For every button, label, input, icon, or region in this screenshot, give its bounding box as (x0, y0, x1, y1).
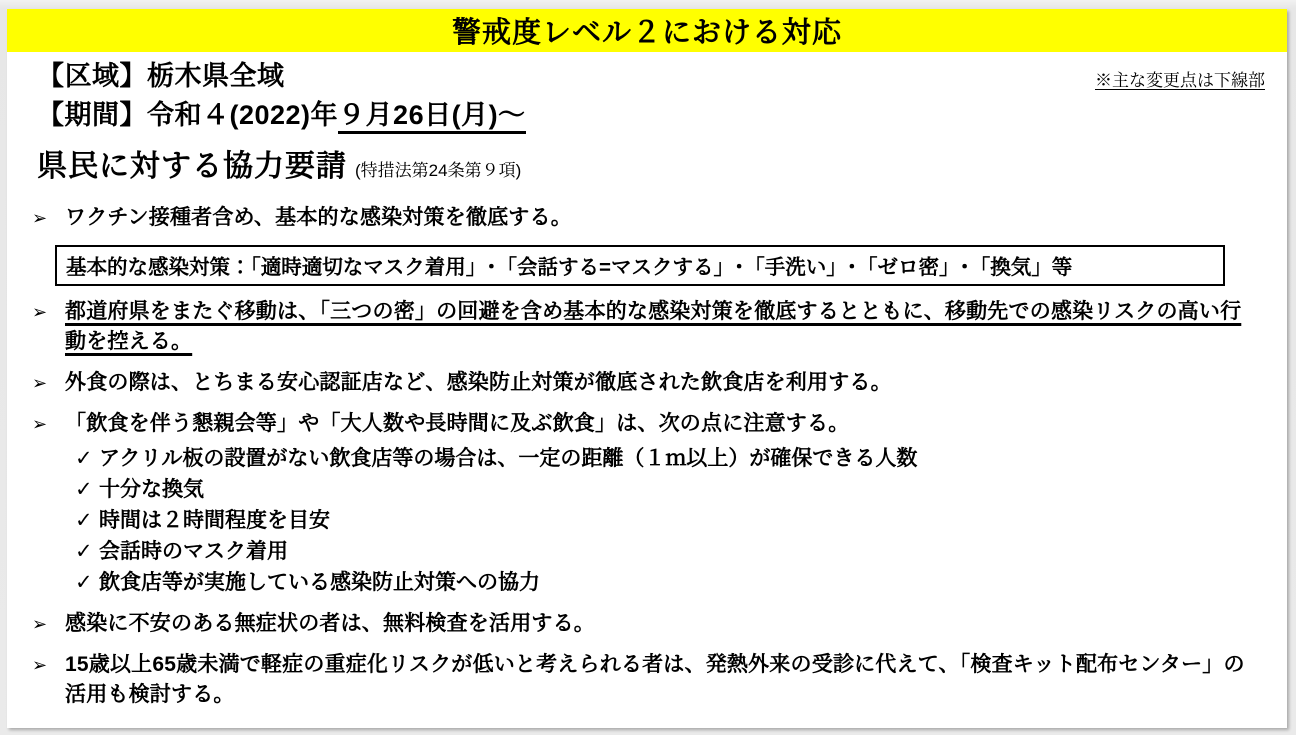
checklist-item (75, 536, 1261, 567)
checkmark-icon: ✓ (75, 509, 93, 532)
checklist-item-text: 飲食店等が実施している感染防止対策への協力 (99, 571, 540, 594)
period-date-underlined: ９月26日(月)～ (338, 100, 526, 134)
checklist-item-text: アクリル板の設置がない飲食店等の場合は、一定の距離（１ｍ以上）が確保できる人数 (99, 447, 918, 470)
period-line (37, 96, 1261, 135)
period-prefix: 令和４(2022)年 (147, 100, 339, 130)
arrow-bullet-icon: ➢ (32, 655, 48, 675)
checklist-item-text: 会話時のマスク着用 (99, 540, 288, 563)
bullet-gatherings (29, 409, 1261, 439)
bullet-text: 外食の際は、とちまる安心認証店など、感染防止対策が徹底された飲食店を利用する。 (65, 371, 892, 394)
section-law-reference: (特措法第24条第９項) (355, 161, 522, 180)
checkmark-icon: ✓ (75, 447, 93, 470)
period-label: 【期間】 (37, 100, 147, 130)
bullet-text: 「飲食を伴う懇親会等」や「大人数や長時間に及ぶ飲食」は、次の点に注意する。 (65, 412, 850, 435)
checklist-item (75, 567, 1261, 598)
area-value: 栃木県全域 (147, 61, 285, 91)
area-label: 【区域】 (37, 61, 147, 91)
bullet-basic-measures (29, 203, 1261, 233)
area-line (37, 57, 1261, 96)
bullet-text: 都道府県をまたぐ移動は、「三つの密」の回避を含め基本的な感染対策を徹底するとともに、移動先での感染リスクの高い行動を控える。 (65, 300, 1242, 353)
checklist-item-text: 時間は２時間程度を目安 (99, 509, 330, 532)
page-title: 警戒度レベル２における対応 (451, 17, 842, 49)
arrow-bullet-icon: ➢ (32, 302, 48, 322)
checklist-item-text: 十分な換気 (99, 478, 204, 501)
bullet-test-kit-center (29, 650, 1261, 710)
slide-page (7, 9, 1287, 728)
gatherings-checklist (75, 443, 1261, 598)
arrow-bullet-icon: ➢ (32, 208, 48, 228)
section-title: 県民に対する協力要請 (37, 150, 347, 183)
bullet-dining-out (29, 368, 1261, 398)
basic-measures-box-text: 基本的な感染対策：「適時適切なマスク着用」･「会話する=マスクする」･「手洗い」･「ゼロ密」･「換気」等 (66, 256, 1073, 279)
checkmark-icon: ✓ (75, 571, 93, 594)
checkmark-icon: ✓ (75, 540, 93, 563)
bullet-free-testing (29, 609, 1261, 639)
arrow-bullet-icon: ➢ (32, 614, 48, 634)
bullet-text: 感染に不安のある無症状の者は、無料検査を活用する。 (65, 612, 595, 635)
title-bar (7, 9, 1287, 52)
checkmark-icon: ✓ (75, 478, 93, 501)
bullet-cross-prefecture-travel (29, 297, 1261, 357)
arrow-bullet-icon: ➢ (32, 414, 48, 434)
checklist-item (75, 443, 1261, 474)
bullet-text: 15歳以上65歳未満で軽症の重症化リスクが低いと考えられる者は、発熱外来の受診に代えて、「検査キット配布センター」の活用も検討する。 (65, 653, 1245, 706)
arrow-bullet-icon: ➢ (32, 373, 48, 393)
basic-measures-box (55, 245, 1225, 286)
checklist-item (75, 505, 1261, 536)
revision-note: ※主な変更点は下線部 (1095, 71, 1265, 90)
checklist-item (75, 474, 1261, 505)
bullet-text: ワクチン接種者含め、基本的な感染対策を徹底する。 (65, 206, 572, 229)
section-heading (37, 147, 1261, 192)
slide-content (7, 52, 1287, 710)
